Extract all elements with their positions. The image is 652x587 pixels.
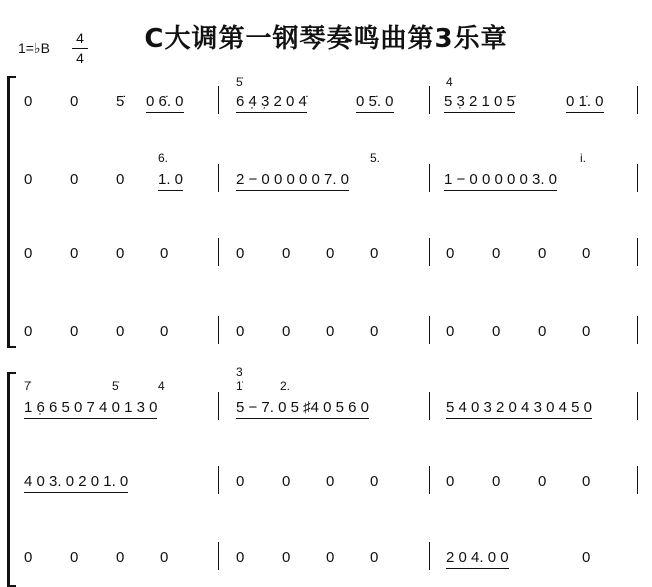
barline bbox=[429, 542, 430, 570]
beat: 0 bbox=[326, 473, 335, 490]
system-1-row-3 bbox=[0, 232, 652, 272]
harmony: 6. bbox=[158, 151, 169, 165]
system-2-row-2 bbox=[0, 460, 652, 500]
beat: 0 bbox=[538, 473, 547, 490]
beat-group: 2 − 0 0 0 0 0 7. 0 bbox=[236, 170, 349, 191]
beat: 0 bbox=[116, 323, 125, 340]
barline bbox=[637, 466, 638, 494]
barline bbox=[637, 316, 638, 344]
beat-group: 2 0 4. 0 0 bbox=[446, 548, 509, 569]
beat: 0 bbox=[160, 245, 169, 262]
harmony: 5̇ bbox=[236, 75, 243, 89]
time-signature bbox=[72, 30, 88, 67]
harmony: 5̇ bbox=[112, 379, 119, 393]
barline bbox=[429, 392, 430, 420]
barline bbox=[429, 164, 430, 192]
beat: 0 bbox=[326, 549, 335, 566]
beat: 0 bbox=[492, 245, 501, 262]
beat: 0 bbox=[582, 473, 591, 490]
beat: 0 bbox=[116, 245, 125, 262]
beat-group: 5 3̣ 2 1 0 5̇ bbox=[444, 92, 515, 113]
beat-group: 0 1̇. 0 bbox=[566, 92, 604, 113]
beat: 0 bbox=[370, 473, 379, 490]
barline bbox=[218, 392, 219, 420]
beat-group: 1 − 0 0 0 0 0 3. 0 bbox=[444, 170, 557, 191]
barline bbox=[429, 86, 430, 114]
harmony: 2. bbox=[280, 379, 291, 393]
harmony: 3 bbox=[236, 365, 243, 379]
beat: 0 bbox=[236, 473, 245, 490]
beat: 0 bbox=[446, 245, 455, 262]
beat: 0 bbox=[370, 323, 379, 340]
system-2-row-3 bbox=[0, 536, 652, 576]
beat: 0 bbox=[326, 323, 335, 340]
barline bbox=[637, 392, 638, 420]
beat: 0 bbox=[492, 323, 501, 340]
beat-group: 0 6̇. 0 bbox=[146, 92, 184, 113]
beat-group: 4 0 3. 0 2 0 1. 0 bbox=[24, 472, 128, 493]
beat: 0 bbox=[70, 323, 79, 340]
beat: 0 bbox=[24, 549, 33, 566]
harmony: 5. bbox=[370, 151, 381, 165]
beat: 0 bbox=[70, 171, 79, 188]
barline bbox=[429, 316, 430, 344]
beat: 0 bbox=[24, 323, 33, 340]
beat: 0 bbox=[160, 549, 169, 566]
beat-group: 5 4 0 3 2 0 4 3 0 4 5 0 bbox=[446, 398, 592, 419]
time-bottom: 4 bbox=[76, 50, 84, 66]
beat-group: 0 5̇. 0 bbox=[356, 92, 394, 113]
beat: 0 bbox=[236, 549, 245, 566]
barline bbox=[218, 466, 219, 494]
beat-group: 1. 0 bbox=[158, 170, 183, 191]
key-signature: 1=♭B bbox=[18, 40, 50, 56]
beat: 0 bbox=[282, 245, 291, 262]
beat: 0 bbox=[492, 473, 501, 490]
beat: 0 bbox=[160, 323, 169, 340]
time-line bbox=[72, 48, 88, 49]
beat: 0 bbox=[282, 323, 291, 340]
beat: 0 bbox=[236, 245, 245, 262]
system-1-row-1 bbox=[0, 75, 652, 120]
beat: 0 bbox=[582, 549, 591, 566]
harmony: 1̇ bbox=[236, 379, 243, 393]
beat: 0 bbox=[24, 245, 33, 262]
harmony: 7̇ bbox=[24, 379, 31, 393]
harmony: i. bbox=[580, 151, 586, 165]
beat: 0 bbox=[370, 245, 379, 262]
beat: 0 bbox=[446, 323, 455, 340]
beat: 0 bbox=[116, 549, 125, 566]
beat: 0 bbox=[446, 473, 455, 490]
barline bbox=[637, 86, 638, 114]
system-2-row-1 bbox=[0, 365, 652, 426]
barline bbox=[429, 238, 430, 266]
barline bbox=[218, 316, 219, 344]
beat-group: 6 4̣ 3̣ 2 0 4̇ bbox=[236, 92, 307, 113]
system-1-row-2 bbox=[0, 151, 652, 198]
time-top: 4 bbox=[76, 30, 84, 46]
beat: 0 bbox=[70, 93, 79, 110]
beat: 0 bbox=[24, 93, 33, 110]
barline bbox=[429, 466, 430, 494]
beat: 0 bbox=[70, 245, 79, 262]
beat-group: 5 − 7. 0 5 ♯4 0 5 6 0 bbox=[236, 398, 369, 419]
harmony: 4 bbox=[446, 75, 453, 89]
barline bbox=[218, 238, 219, 266]
beat: 0 bbox=[582, 245, 591, 262]
beat: 0 bbox=[538, 245, 547, 262]
barline bbox=[218, 164, 219, 192]
barline bbox=[637, 238, 638, 266]
beat: 0 bbox=[582, 323, 591, 340]
beat: 0 bbox=[70, 549, 79, 566]
beat: 0 bbox=[538, 323, 547, 340]
beat: 0 bbox=[24, 171, 33, 188]
system-1-row-4 bbox=[0, 310, 652, 350]
beat-group: 1 6̣ 6 5 0 7 4 0 1 3 0 bbox=[24, 398, 157, 419]
beat: 0 bbox=[236, 323, 245, 340]
beat: 0 bbox=[326, 245, 335, 262]
barline bbox=[218, 86, 219, 114]
barline bbox=[218, 542, 219, 570]
beat: 0 bbox=[282, 473, 291, 490]
beat: 0 bbox=[370, 549, 379, 566]
barline bbox=[637, 164, 638, 192]
harmony: 4 bbox=[158, 379, 165, 393]
score-title: C大调第一钢琴奏鸣曲第3乐章 bbox=[144, 24, 508, 54]
beat: 5̇ bbox=[116, 93, 125, 110]
beat: 0 bbox=[282, 549, 291, 566]
beat: 0 bbox=[116, 171, 125, 188]
